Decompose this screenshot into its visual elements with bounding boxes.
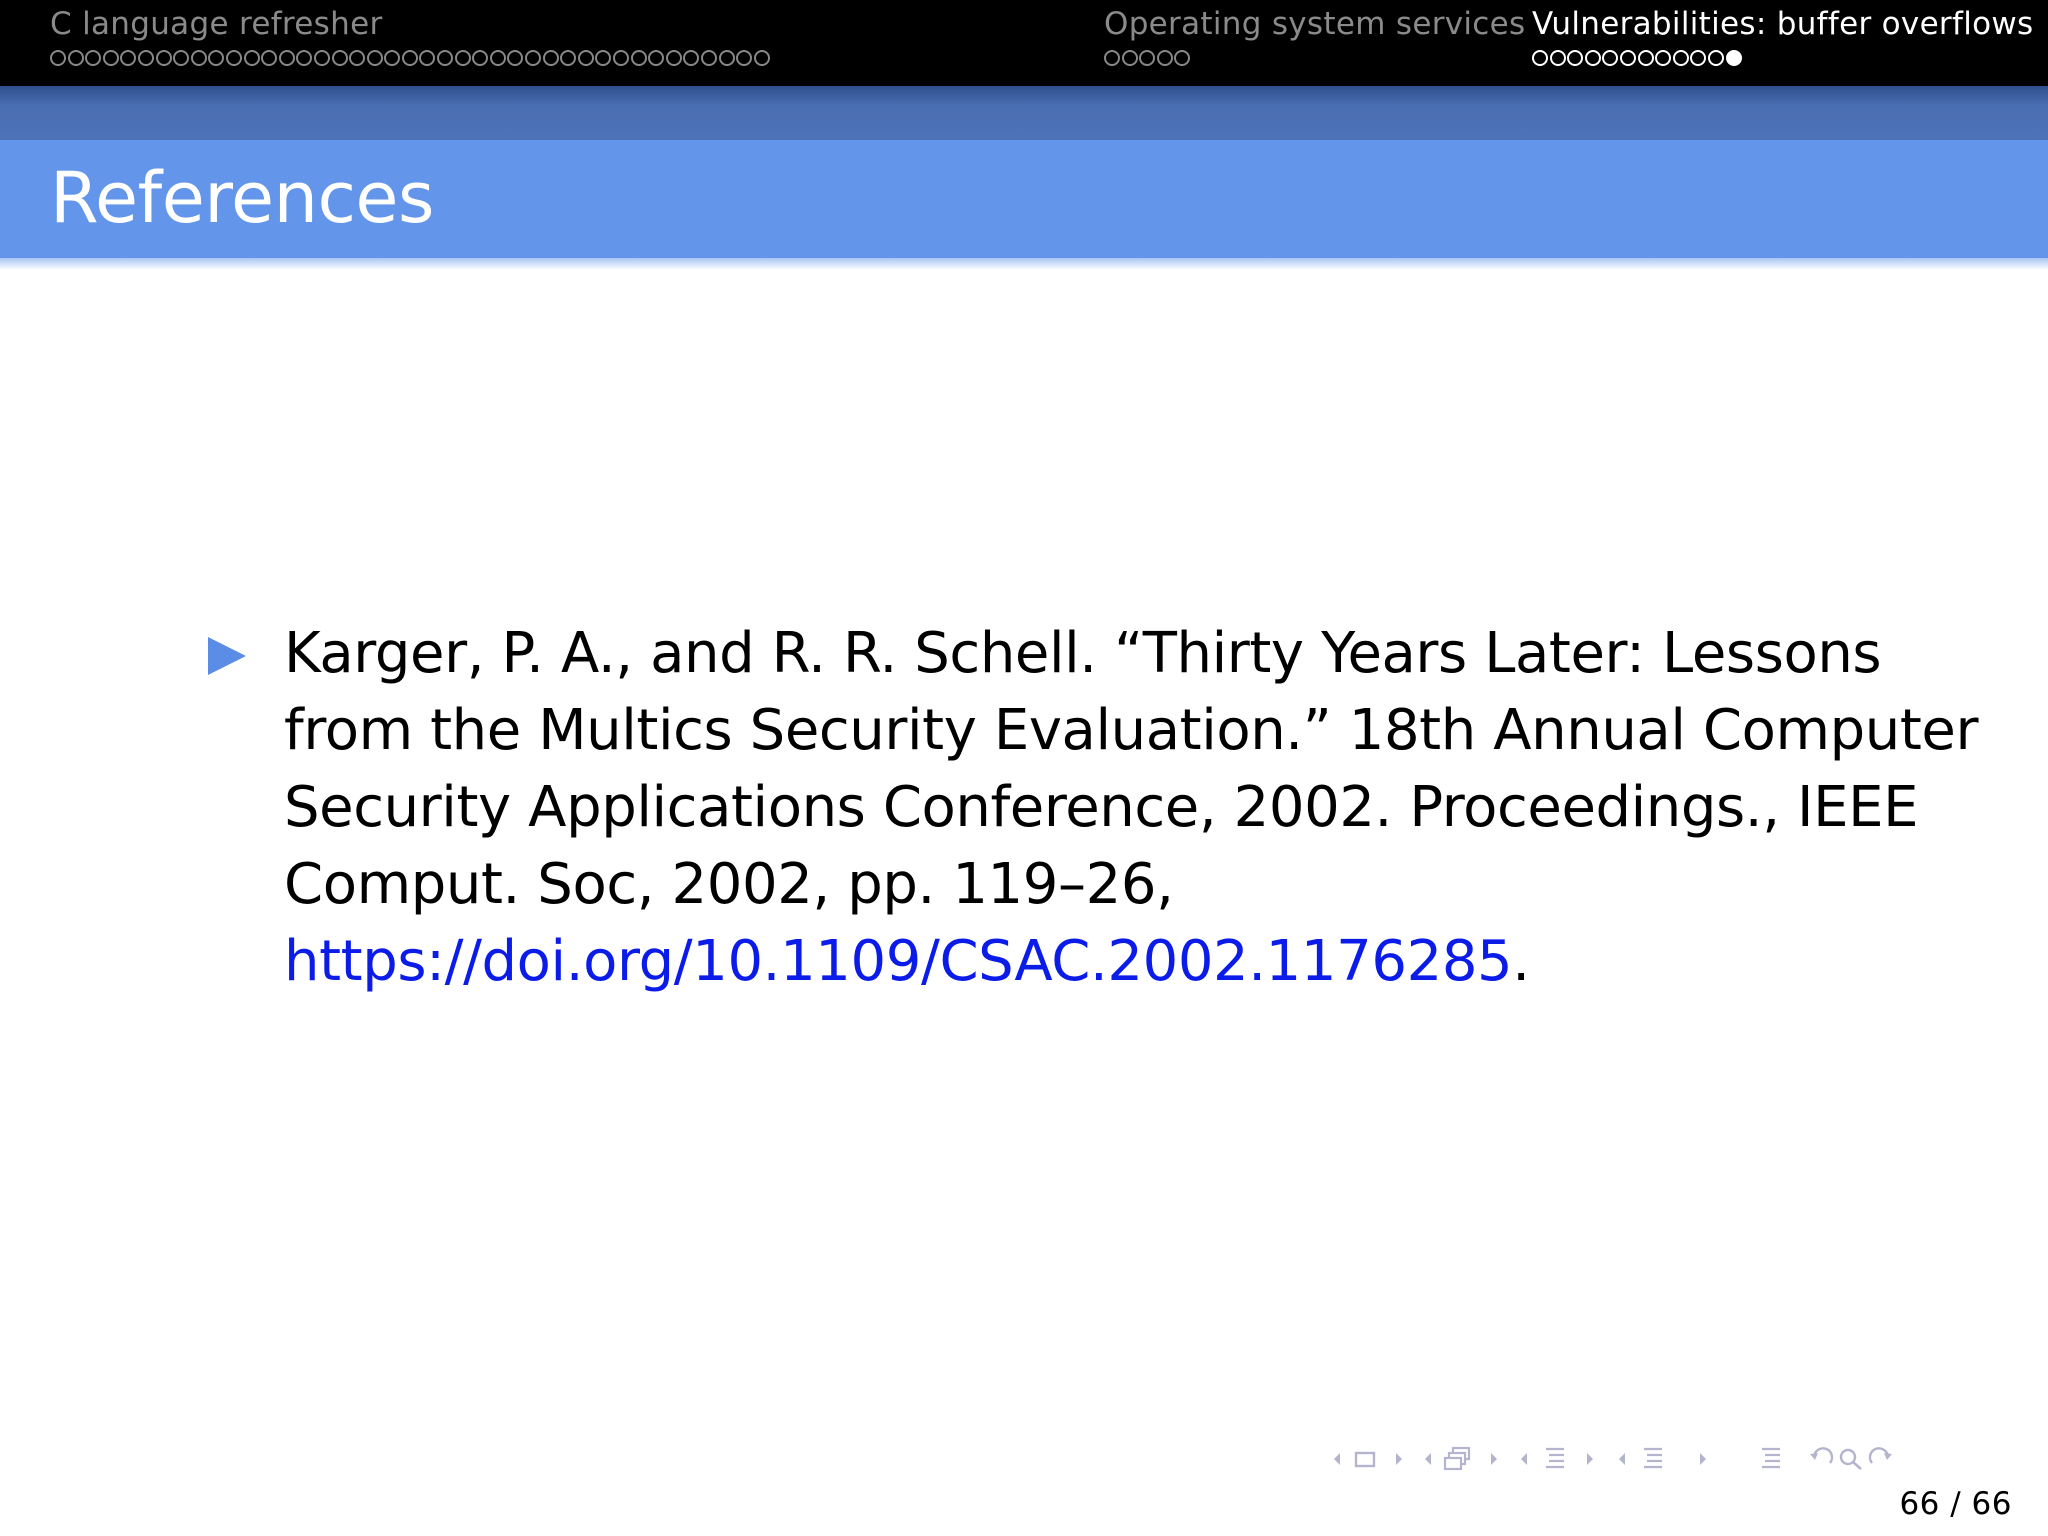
nav-frame-dot[interactable] bbox=[666, 50, 682, 66]
nav-current-frame-dot[interactable] bbox=[1726, 50, 1742, 66]
nav-frame-dot[interactable] bbox=[296, 50, 312, 66]
title-band-upper bbox=[0, 86, 2048, 140]
nav-frame-dot[interactable] bbox=[85, 50, 101, 66]
nav-frame-dot[interactable] bbox=[244, 50, 260, 66]
nav-frame-dot[interactable] bbox=[384, 50, 400, 66]
nav-prev-slide-icon[interactable] bbox=[1326, 1452, 1348, 1466]
page-total: 66 bbox=[1971, 1486, 2012, 1522]
nav-frame-dot[interactable] bbox=[1620, 50, 1636, 66]
nav-frame-dot[interactable] bbox=[103, 50, 119, 66]
nav-frame-dot[interactable] bbox=[631, 50, 647, 66]
nav-frame-dot[interactable] bbox=[648, 50, 664, 66]
nav-frame-dot[interactable] bbox=[1157, 50, 1173, 66]
nav-frame-dot[interactable] bbox=[543, 50, 559, 66]
reference-line: Comput. Soc, 2002, pp. 119–26, bbox=[284, 852, 1174, 917]
nav-frame-dot[interactable] bbox=[1655, 50, 1671, 66]
nav-frame-dot[interactable] bbox=[578, 50, 594, 66]
nav-section-dots bbox=[1104, 50, 1190, 66]
nav-section-dots bbox=[50, 50, 770, 66]
reference-line: Security Applications Conference, 2002. Proceedings., IEEE bbox=[284, 775, 1919, 840]
reference-line: Karger, P. A., and R. R. Schell. “Thirty Years Later: Lessons bbox=[284, 621, 1882, 686]
title-band-shadow bbox=[0, 258, 2048, 270]
nav-frame-dot[interactable] bbox=[156, 50, 172, 66]
nav-frame-dot[interactable] bbox=[595, 50, 611, 66]
frame-title: References bbox=[50, 157, 434, 239]
nav-section-icon[interactable] bbox=[1538, 1446, 1572, 1472]
nav-prev-document-icon[interactable] bbox=[1608, 1452, 1636, 1466]
nav-section-label[interactable]: C language refresher bbox=[50, 6, 383, 42]
nav-frame-dot[interactable] bbox=[1673, 50, 1689, 66]
nav-frame-dot[interactable] bbox=[367, 50, 383, 66]
nav-frame-dot[interactable] bbox=[120, 50, 136, 66]
nav-document-icon[interactable] bbox=[1636, 1446, 1670, 1472]
nav-frame-dot[interactable] bbox=[437, 50, 453, 66]
nav-frame-dot[interactable] bbox=[683, 50, 699, 66]
nav-section-label[interactable]: Vulnerabilities: buffer overflows bbox=[1532, 6, 2034, 42]
nav-frame-dot[interactable] bbox=[1585, 50, 1601, 66]
nav-frame-dot[interactable] bbox=[490, 50, 506, 66]
nav-frame-dot[interactable] bbox=[226, 50, 242, 66]
nav-frame-icon[interactable] bbox=[1348, 1450, 1382, 1468]
doi-link[interactable]: https://doi.org/10.1109/CSAC.2002.1176285 bbox=[284, 929, 1513, 994]
nav-frame-dot[interactable] bbox=[613, 50, 629, 66]
nav-next-subsection-icon[interactable] bbox=[1478, 1452, 1510, 1466]
nav-frame-dot[interactable] bbox=[68, 50, 84, 66]
page-number bbox=[1899, 1484, 2012, 1524]
nav-frame-dot[interactable] bbox=[419, 50, 435, 66]
reference-link-line bbox=[284, 923, 1924, 1000]
nav-frame-dot[interactable] bbox=[191, 50, 207, 66]
reference-text bbox=[284, 615, 1979, 1000]
reference-line: from the Multics Security Evaluation.” 18th Annual Computer bbox=[284, 698, 1979, 763]
nav-frame-dot[interactable] bbox=[1174, 50, 1190, 66]
nav-frame-dot[interactable] bbox=[1139, 50, 1155, 66]
nav-frame-dot[interactable] bbox=[472, 50, 488, 66]
nav-frame-dot[interactable] bbox=[1532, 50, 1548, 66]
nav-frame-dot[interactable] bbox=[560, 50, 576, 66]
nav-frame-dot[interactable] bbox=[208, 50, 224, 66]
nav-frame-dot[interactable] bbox=[1104, 50, 1120, 66]
nav-prev-subsection-icon[interactable] bbox=[1416, 1452, 1440, 1466]
nav-frame-dot[interactable] bbox=[349, 50, 365, 66]
triangle-bullet-icon bbox=[208, 637, 246, 675]
nav-frame-dot[interactable] bbox=[1550, 50, 1566, 66]
nav-frame-dot[interactable] bbox=[736, 50, 752, 66]
nav-frame-dot[interactable] bbox=[754, 50, 770, 66]
nav-frame-dot[interactable] bbox=[719, 50, 735, 66]
nav-next-document-icon[interactable] bbox=[1670, 1452, 1736, 1466]
nav-toc-icon[interactable] bbox=[1736, 1446, 1806, 1472]
nav-frame-dot[interactable] bbox=[455, 50, 471, 66]
nav-frame-dot[interactable] bbox=[701, 50, 717, 66]
nav-frame-dot[interactable] bbox=[402, 50, 418, 66]
nav-forward-icon[interactable] bbox=[1866, 1447, 1896, 1471]
nav-frame-dot[interactable] bbox=[1708, 50, 1724, 66]
beamer-navigation-symbols bbox=[1326, 1444, 1896, 1474]
page-current: 66 bbox=[1899, 1486, 1940, 1522]
nav-frame-dot[interactable] bbox=[261, 50, 277, 66]
nav-section-label[interactable]: Operating system services bbox=[1104, 6, 1526, 42]
nav-frame-dot[interactable] bbox=[173, 50, 189, 66]
nav-frame-dot[interactable] bbox=[314, 50, 330, 66]
nav-frame-dot[interactable] bbox=[1638, 50, 1654, 66]
nav-frame-dot[interactable] bbox=[525, 50, 541, 66]
page-separator: / bbox=[1939, 1486, 1972, 1522]
nav-back-icon[interactable] bbox=[1806, 1447, 1836, 1471]
nav-section-dots bbox=[1532, 50, 1742, 66]
nav-frame-dot[interactable] bbox=[279, 50, 295, 66]
nav-next-slide-icon[interactable] bbox=[1382, 1452, 1416, 1466]
nav-frame-dot[interactable] bbox=[1690, 50, 1706, 66]
reference-link-suffix: . bbox=[1512, 929, 1530, 994]
nav-frame-dot[interactable] bbox=[1122, 50, 1138, 66]
nav-frame-dot[interactable] bbox=[1567, 50, 1583, 66]
nav-frame-dot[interactable] bbox=[507, 50, 523, 66]
nav-frame-dot[interactable] bbox=[1602, 50, 1618, 66]
nav-search-icon[interactable] bbox=[1836, 1447, 1866, 1471]
nav-next-section-icon[interactable] bbox=[1572, 1452, 1608, 1466]
nav-prev-section-icon[interactable] bbox=[1510, 1452, 1538, 1466]
nav-frame-dot[interactable] bbox=[50, 50, 66, 66]
nav-frame-dot[interactable] bbox=[138, 50, 154, 66]
nav-subsection-icon[interactable] bbox=[1440, 1446, 1478, 1472]
section-navigation-bar bbox=[0, 0, 2048, 86]
nav-frame-dot[interactable] bbox=[332, 50, 348, 66]
